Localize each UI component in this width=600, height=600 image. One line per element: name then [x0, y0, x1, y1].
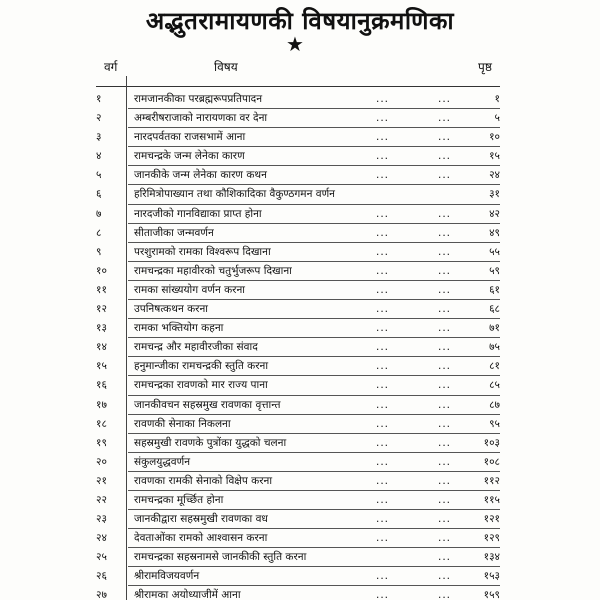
- entry-leader: ...: [438, 493, 452, 506]
- entry-number: ६: [96, 188, 102, 201]
- entry-number: ५: [96, 169, 102, 182]
- list-item: [0, 128, 600, 147]
- entry-leader: ...: [376, 303, 390, 316]
- entry-leader: ...: [438, 589, 452, 600]
- entry-leader: ...: [438, 360, 452, 373]
- entry-leader: ...: [376, 455, 390, 468]
- entry-text: श्रीरामका अयोध्याजीमें आना: [134, 589, 241, 600]
- entry-page: ३१: [489, 188, 500, 201]
- entry-number: ८: [96, 226, 102, 239]
- entry-leader: ...: [438, 93, 452, 105]
- entry-leader: ...: [438, 379, 452, 392]
- entry-leader: ...: [438, 341, 452, 354]
- entry-page: १५: [489, 150, 500, 163]
- entry-leader: ...: [376, 93, 390, 105]
- list-item: [0, 357, 600, 376]
- entry-text: अम्बरीषराजाको नारायणका वर देना: [134, 112, 268, 125]
- list-item: [0, 491, 600, 510]
- entry-leader: ...: [438, 131, 452, 144]
- entry-number: १८: [96, 417, 107, 430]
- entry-text: परशुरामको रामका विश्वरूप दिखाना: [134, 245, 271, 258]
- list-item: [0, 166, 600, 185]
- list-item: [0, 567, 600, 586]
- list-item: [0, 338, 600, 357]
- list-item: [0, 319, 600, 338]
- entry-leader: ...: [376, 283, 390, 296]
- entry-number: १९: [96, 436, 107, 449]
- entry-leader: ...: [376, 207, 390, 220]
- entry-page: ७१: [489, 322, 500, 335]
- list-item: [0, 434, 600, 453]
- entry-page: ६१: [489, 283, 500, 296]
- entry-text: रामचन्द्रका मूर्च्छित होना: [134, 493, 224, 506]
- entry-text: हनुमान्जीका रामचन्द्रकी स्तुति करना: [134, 360, 269, 373]
- entry-text: नारदपर्वतका राजसभामें आना: [134, 131, 246, 144]
- list-item: [0, 262, 600, 281]
- list-item: [0, 224, 600, 243]
- entry-page: ११५: [483, 493, 500, 506]
- list-item: [0, 453, 600, 472]
- entry-number: १०: [96, 264, 107, 277]
- index-list: [0, 90, 600, 600]
- entry-text: देवताओंका रामको आश्वासन करना: [134, 532, 268, 545]
- entry-leader: ...: [438, 264, 452, 277]
- entry-page: ५९: [489, 264, 500, 277]
- entry-leader: ...: [376, 360, 390, 373]
- entry-text: रामका भक्तियोग कहना: [134, 322, 224, 335]
- entry-page: ९५: [489, 417, 500, 430]
- list-item: [0, 376, 600, 395]
- entry-page: ११२: [483, 474, 500, 487]
- entry-number: १६: [96, 379, 107, 392]
- list-item: [0, 109, 600, 128]
- entry-leader: ...: [376, 341, 390, 354]
- entry-leader: ...: [376, 513, 390, 526]
- entry-page: १०३: [483, 436, 500, 449]
- entry-number: १३: [96, 322, 107, 335]
- entry-page: ८१: [489, 360, 500, 373]
- entry-leader: ...: [376, 589, 390, 600]
- entry-page: ६८: [489, 303, 500, 316]
- entry-page: १३४: [483, 551, 500, 564]
- list-item: [0, 586, 600, 600]
- header-divider: [96, 86, 500, 87]
- entry-leader: ...: [376, 264, 390, 277]
- list-item: [0, 548, 600, 567]
- list-item: [0, 396, 600, 415]
- entry-text: रामचन्द्रके जन्म लेनेका कारण: [134, 150, 245, 163]
- entry-number: २५: [96, 551, 107, 564]
- entry-text: रावणका रामकी सेनाको विक्षेप करना: [134, 474, 273, 487]
- entry-page: १५९: [483, 589, 500, 600]
- list-item: [0, 147, 600, 166]
- list-item: [0, 472, 600, 491]
- list-item: [0, 529, 600, 548]
- entry-page: १०८: [483, 455, 500, 468]
- entry-page: ४२: [489, 207, 500, 220]
- entry-number: २२: [96, 493, 107, 506]
- entry-number: २६: [96, 570, 107, 583]
- entry-number: ७: [96, 207, 102, 220]
- entry-number: १: [96, 93, 102, 105]
- entry-text: संकुलयुद्धवर्णन: [134, 455, 191, 468]
- entry-leader: ...: [438, 436, 452, 449]
- list-item: [0, 281, 600, 300]
- entry-page: १२९: [483, 532, 500, 545]
- entry-text: जानकीवचन सहस्रमुख रावणका वृत्तान्त: [134, 398, 281, 411]
- entry-leader: ...: [438, 303, 452, 316]
- entry-number: २१: [96, 474, 107, 487]
- header-subject: विषय: [214, 60, 238, 74]
- entry-number: ४: [96, 150, 102, 163]
- entry-number: १५: [96, 360, 107, 373]
- entry-text: जानकीद्वारा सहस्रमुखी रावणका वध: [134, 513, 268, 526]
- entry-text: सहस्रमुखी रावणके पुत्रोंका युद्धको चलना: [134, 436, 287, 449]
- entry-number: १७: [96, 398, 107, 411]
- entry-page: ५५: [489, 245, 500, 258]
- entry-leader: ...: [438, 226, 452, 239]
- entry-leader: ...: [376, 417, 390, 430]
- entry-page: ८५: [489, 379, 500, 392]
- page-title: अद्भुतरामायणकी विषयानुक्रमणिका: [145, 7, 455, 35]
- list-item: [0, 415, 600, 434]
- list-item: [0, 90, 600, 109]
- list-item: [0, 205, 600, 224]
- entry-leader: ...: [438, 570, 452, 583]
- entry-leader: ...: [438, 417, 452, 430]
- entry-page: १२१: [483, 513, 500, 526]
- entry-number: २७: [96, 589, 107, 600]
- entry-text: श्रीरामविजयवर्णन: [134, 570, 200, 583]
- entry-leader: ...: [376, 493, 390, 506]
- list-item: [0, 300, 600, 319]
- entry-number: २४: [96, 532, 107, 545]
- entry-leader: ...: [376, 112, 390, 125]
- entry-leader: ...: [438, 455, 452, 468]
- entry-page: ८७: [489, 398, 500, 411]
- header-chapter: वर्ग: [104, 60, 118, 74]
- entry-text: नारदजीको गानविद्याका प्राप्त होना: [134, 207, 262, 220]
- entry-text: रामजानकीका परब्रह्मरूपप्रतिपादन: [134, 93, 263, 105]
- entry-page: १५३: [483, 570, 500, 583]
- entry-leader: ...: [376, 532, 390, 545]
- entry-leader: ...: [376, 150, 390, 163]
- entry-number: ११: [96, 283, 107, 296]
- entry-text: उपनिषत्कथन करना: [134, 303, 209, 316]
- entry-text: रामका सांख्ययोग वर्णन करना: [134, 283, 246, 296]
- entry-leader: ...: [376, 379, 390, 392]
- star-ornament-icon: ★: [286, 32, 304, 56]
- entry-leader: ...: [376, 398, 390, 411]
- entry-leader: ...: [438, 207, 452, 220]
- entry-page: ५: [494, 112, 500, 125]
- entry-number: ९: [96, 245, 102, 258]
- entry-leader: ...: [438, 283, 452, 296]
- entry-text: रावणकी सेनाका निकलना: [134, 417, 231, 430]
- entry-text: सीताजीका जन्मवर्णन: [134, 226, 214, 239]
- entry-page: ४९: [489, 226, 500, 239]
- entry-leader: ...: [438, 513, 452, 526]
- entry-text: जानकीके जन्म लेनेका कारण कथन: [134, 169, 267, 182]
- list-item: [0, 243, 600, 262]
- entry-number: २: [96, 112, 102, 125]
- entry-leader: ...: [438, 150, 452, 163]
- header-page: पृष्ठ: [478, 60, 492, 74]
- entry-page: २४: [489, 169, 500, 182]
- entry-page: १०: [489, 131, 500, 144]
- entry-leader: ...: [438, 474, 452, 487]
- entry-leader: ...: [376, 322, 390, 335]
- entry-number: २३: [96, 513, 107, 526]
- list-item: [0, 185, 600, 204]
- entry-number: १२: [96, 303, 107, 316]
- entry-leader: ...: [376, 245, 390, 258]
- entry-number: २०: [96, 455, 107, 468]
- entry-text: हरिमित्रोपाख्यान तथा कौशिकादिका वैकुण्ठगमन वर्णन: [134, 188, 335, 201]
- entry-leader: ...: [376, 474, 390, 487]
- entry-leader: ...: [376, 169, 390, 182]
- entry-text: रामचन्द्रका रावणको मार राज्य पाना: [134, 379, 268, 392]
- entry-leader: ...: [376, 131, 390, 144]
- entry-leader: ...: [376, 436, 390, 449]
- entry-leader: ...: [376, 226, 390, 239]
- entry-page: १: [494, 93, 500, 105]
- entry-number: ३: [96, 131, 102, 144]
- entry-leader: ...: [438, 322, 452, 335]
- entry-leader: ...: [438, 169, 452, 182]
- entry-text: रामचन्द्रका महावीरको चतुर्भुजरूप दिखाना: [134, 264, 292, 277]
- entry-text: रामचन्द्र और महावीरजीका संवाद: [134, 341, 258, 354]
- entry-leader: ...: [438, 398, 452, 411]
- entry-leader: ...: [438, 532, 452, 545]
- entry-leader: ...: [438, 245, 452, 258]
- entry-leader: ...: [438, 551, 452, 564]
- list-item: [0, 510, 600, 529]
- entry-number: १४: [96, 341, 107, 354]
- entry-page: ७५: [489, 341, 500, 354]
- entry-leader: ...: [376, 570, 390, 583]
- entry-leader: ...: [438, 112, 452, 125]
- entry-text: रामचन्द्रका सहस्रनामसे जानकीकी स्तुति करना: [134, 551, 307, 564]
